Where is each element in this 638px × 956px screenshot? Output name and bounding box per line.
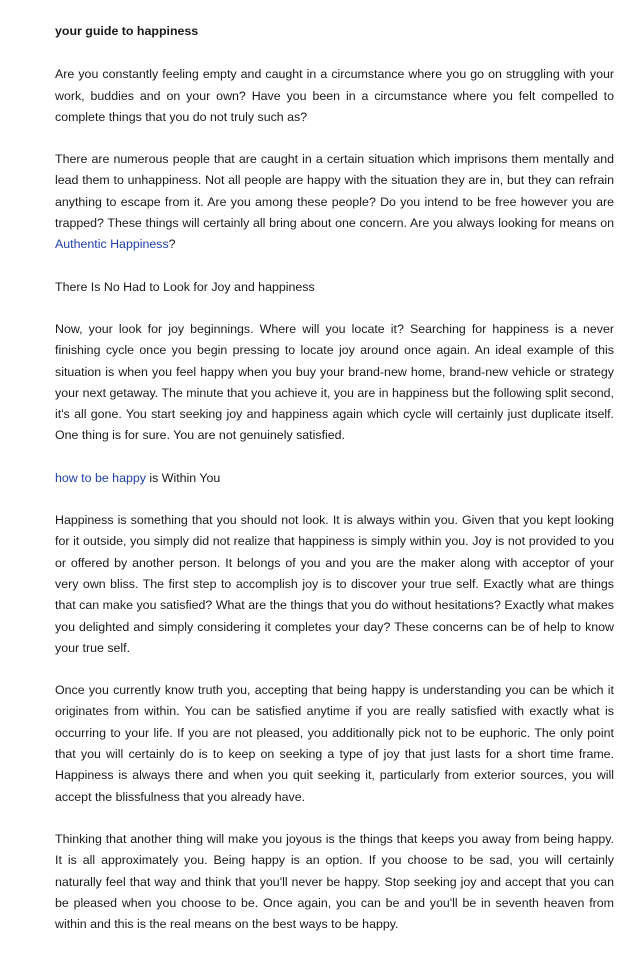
how-to-be-happy-link[interactable]: how to be happy bbox=[55, 470, 146, 485]
paragraph-trapped bbox=[55, 149, 614, 255]
paragraph-trapped-text: There are numerous people that are caught in a certain situation which imprisons them mentally and lead them to unhappiness. Not all people are happy with the situation they are in, but they can refrain anything to escape from it. Are you among these people? Do you intend to be free however you are trapped? These things will certainly all bring about one concern. Are you always looking for means on bbox=[55, 152, 614, 231]
paragraph-truth: Once you currently know truth you, accepting that being happy is understanding you can be which it originates from within. You can be satisfied anytime if you are really satisfied with exactly what is occurring to your life. If you are not pleased, you additionally pick not to be euphoric. The only point that you will certainly do is to keep on seeking a type of joy that just lasts for a short time frame. Happiness is always there and when you quit seeking it, particularly from exterior sources, you will accept the blissfulness that you already have. bbox=[55, 683, 614, 804]
authentic-happiness-link[interactable]: Authentic Happiness bbox=[55, 237, 169, 252]
paragraph-choice: Thinking that another thing will make you joyous is the things that keeps you away from being happy. It is all approximately you. Being happy is an option. If you choose to be sad, you will certainly naturally feel that way and think that you'll never be happy. Stop seeking joy and accept that you can be pleased when you choose to be. Once again, you can be and you'll be in seventh heaven from within and this is the real means on the best ways to be happy. bbox=[55, 831, 614, 932]
paragraph-trapped-end: ? bbox=[168, 237, 176, 252]
paragraph-search: Now, your look for joy beginnings. Where will you locate it? Searching for happiness is a never finishing cycle once you begin pressing to locate joy around once again. An ideal example of this situation is when you feel happy when you buy your brand-new home, brand-new vehicle or strategy your next getaway. The minute that you achieve it, you are in happiness but the following split second, it's all gone. You start seeking joy and happiness again which cycle will certainly just duplicate itself. One thing is for sure. You are not genuinely satisfied. bbox=[55, 321, 614, 443]
paragraph-intro: Are you constantly feeling empty and caught in a circumstance where you go on struggling with your work, buddies and on your own? Have you been in a circumstance where you felt compelled to complete things that you do not truly such as? bbox=[55, 67, 614, 124]
document-page bbox=[55, 21, 614, 956]
document-title: your guide to happiness bbox=[55, 24, 199, 38]
section-heading-within-you-text: is Within You bbox=[145, 470, 221, 485]
section-heading-no-need: There Is No Had to Look for Joy and happiness bbox=[55, 279, 315, 294]
paragraph-within: Happiness is something that you should not look. It is always within you. Given that you kept looking for it outside, you simply did not realize that happiness is simply within you. Joy is not provided to you or offered by another person. It belongs of you and you are the maker along with acceptor of your very own bliss. The first step to accomplish joy is to discover your true self. Exactly what are things that can make you satisfied? What are the things that you do without hesitations? Exactly what makes you delighted and simply considering it completes your day? These concerns can be of help to know your true self. bbox=[55, 513, 614, 655]
section-heading-within-you bbox=[55, 468, 614, 489]
